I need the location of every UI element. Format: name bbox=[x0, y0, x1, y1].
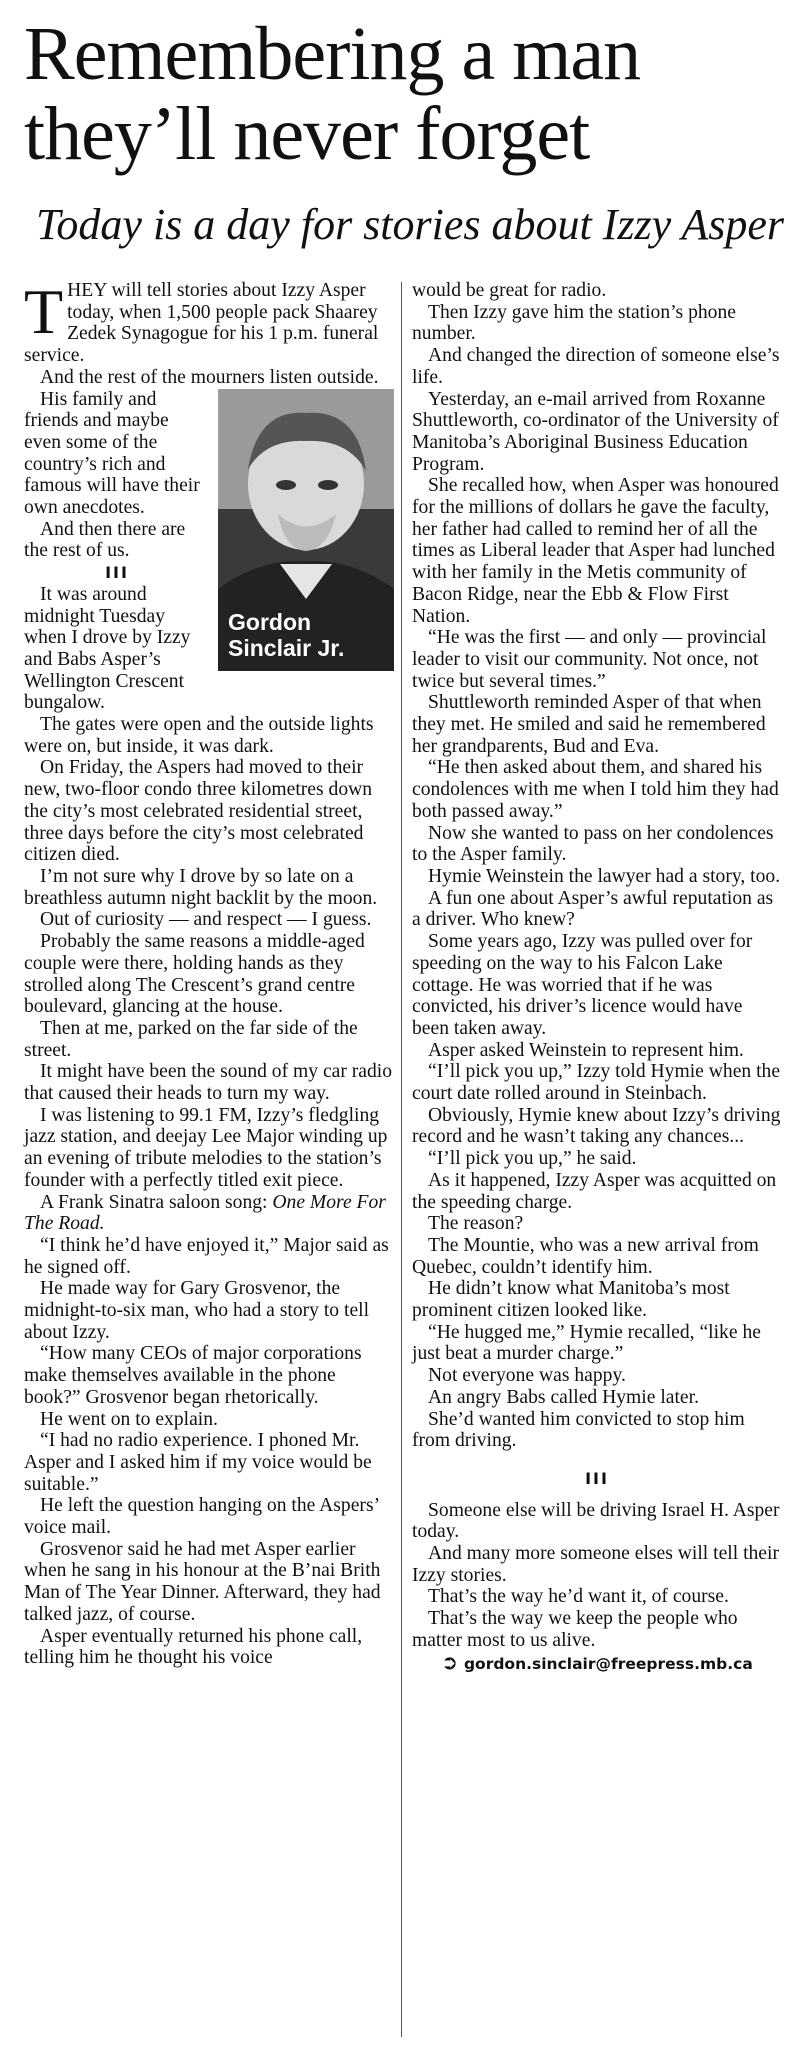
lead-paragraph bbox=[24, 276, 394, 367]
body-paragraph: As it happened, Izzy Asper was acquitted on the speeding charge. bbox=[412, 1169, 777, 1213]
body-paragraph: An angry Babs called Hymie later. bbox=[428, 1386, 699, 1408]
body-paragraph: Shuttleworth reminded Asper of that when they met. He smiled and said he remembered her grandparents, Bud and Eva. bbox=[412, 692, 766, 757]
body-paragraph: “He was the first — and only — provincial leader to visit our community. Not once, not twice but several times.” bbox=[412, 627, 767, 692]
byline-last: Sinclair Jr. bbox=[228, 634, 345, 661]
email-line bbox=[412, 1649, 782, 1676]
dropcap: T bbox=[24, 276, 64, 347]
email-address[interactable]: gordon.sinclair@freepress.mb.ca bbox=[463, 1654, 753, 1673]
body-paragraph: On Friday, the Aspers had moved to their new, two-floor condo three kilometres down the city’s most celebrated residential street, three days before the city’s most celebrated citizen died. bbox=[24, 757, 373, 866]
body-paragraph: Not everyone was happy. bbox=[428, 1365, 626, 1387]
body-paragraph: Now she wanted to pass on her condolences to the Asper family. bbox=[412, 822, 774, 866]
body-paragraph: His family and friends and maybe even some of the country’s rich and famous will have their own anecdotes. bbox=[24, 388, 200, 519]
body-paragraph: And many more someone elses will tell their Izzy stories. bbox=[412, 1543, 779, 1586]
body-paragraph: The Mountie, who was a new arrival from Quebec, couldn’t identify him. bbox=[412, 1234, 759, 1278]
body-paragraph: He didn’t know what Manitoba’s most prominent citizen looked like. bbox=[412, 1278, 730, 1322]
body-paragraph: Then at me, parked on the far side of the street. bbox=[24, 1017, 358, 1061]
body-paragraph: Probably the same reasons a middle-aged couple were there, holding hands as they strolled along The Crescent’s grand centre boulevard, glancing at the house. bbox=[24, 931, 365, 1018]
body-paragraph: Then Izzy gave him the station’s phone number. bbox=[412, 301, 736, 345]
song-paragraph bbox=[24, 1192, 394, 1235]
body-paragraph: Obviously, Hymie knew about Izzy’s driving record and he wasn’t taking any chances... bbox=[412, 1104, 781, 1148]
deck-subtitle: Today is a day for stories about Izzy Asper bbox=[36, 200, 785, 249]
body-paragraph: A fun one about Asper’s awful reputation as a driver. Who knew? bbox=[412, 887, 774, 931]
song-title: One More For The Road. bbox=[24, 1191, 386, 1235]
body-paragraph: “I’ll pick you up,” he said. bbox=[428, 1148, 637, 1170]
body-paragraph: “He then asked about them, and shared his condolences with me when I told him they had both passed away.” bbox=[412, 757, 779, 822]
body-paragraph: She’d wanted him convicted to stop him from driving. bbox=[412, 1408, 745, 1452]
byline bbox=[228, 609, 344, 661]
lead-text: HEY will tell stories about Izzy Asper today, when 1,500 people pack Shaarey Zedek Synagogue for his 1 p.m. funeral service. bbox=[24, 280, 379, 367]
song-intro: A Frank Sinatra saloon song: bbox=[40, 1191, 273, 1213]
body-paragraph: That’s the way he’d want it, of course. bbox=[428, 1586, 729, 1608]
email-arrow-icon: ➲ bbox=[441, 1649, 458, 1674]
right-column bbox=[412, 280, 782, 1675]
body-paragraph: The reason? bbox=[428, 1213, 524, 1235]
body-paragraph: “I think he’d have enjoyed it,” Major said as he signed off. bbox=[24, 1234, 389, 1278]
body-paragraph: “I had no radio experience. I phoned Mr. Asper and I asked him if my voice would be suitable.” bbox=[24, 1430, 372, 1495]
body-paragraph: She recalled how, when Asper was honoured for the millions of dollars he gave the faculty, her father had called to remind her of all the times as Liberal leader that Asper had lunched with her family in the Metis community of Bacon Ridge, near the Ebb & Flow First Nation. bbox=[412, 475, 779, 627]
body-paragraph: Some years ago, Izzy was pulled over for speeding on the way to his Falcon Lake cottage. He was worried that if he was convicted, his driver’s licence would have been taken away. bbox=[412, 931, 753, 1039]
body-paragraph: Asper eventually returned his phone call, telling him he thought his voice bbox=[24, 1625, 363, 1669]
body-paragraph: “How many CEOs of major corporations make themselves available in the phone book?” Grosvenor began rhetorically. bbox=[24, 1343, 362, 1408]
body-paragraph: I was listening to 99.1 FM, Izzy’s fledgling jazz station, and deejay Lee Major winding up an evening of tribute melodies to the station’s founder with a perfectly titled exit piece. bbox=[24, 1104, 388, 1191]
body-paragraph: Someone else will be driving Israel H. Asper today. bbox=[412, 1499, 780, 1543]
columnist-photo bbox=[218, 389, 394, 671]
body-paragraph: “He hugged me,” Hymie recalled, “like he just beat a murder charge.” bbox=[412, 1321, 761, 1365]
body-paragraph: And the rest of the mourners listen outside. bbox=[40, 366, 379, 388]
body-paragraph: And then there are the rest of us. bbox=[24, 518, 186, 562]
body-paragraph: Grosvenor said he had met Asper earlier when he sang in his honour at the B’nai Brith Man of The Year Dinner. Afterward, they had talked jazz, of course. bbox=[24, 1538, 381, 1625]
body-paragraph: That’s the way we keep the people who matter most to us alive. bbox=[412, 1608, 738, 1651]
body-paragraph: He left the question hanging on the Aspers’ voice mail. bbox=[24, 1495, 379, 1539]
headline: Remembering a man they’ll never forget bbox=[24, 12, 641, 176]
body-paragraph: would be great for radio. bbox=[412, 280, 607, 301]
body-paragraph: Hymie Weinstein the lawyer had a story, too. bbox=[428, 865, 781, 887]
body-paragraph: Yesterday, an e-mail arrived from Roxanne Shuttleworth, co-ordinator of the University of Manitoba’s Aboriginal Business Education Program. bbox=[412, 388, 779, 475]
body-paragraph: Out of curiosity — and respect — I guess. bbox=[40, 909, 372, 931]
body-paragraph: It might have been the sound of my car radio that caused their heads to turn my way. bbox=[24, 1061, 393, 1105]
byline-first: Gordon bbox=[228, 608, 312, 635]
section-separator: III bbox=[585, 1468, 609, 1488]
body-paragraph: I’m not sure why I drove by so late on a breathless autumn night backlit by the moon. bbox=[24, 865, 378, 909]
section-separator: III bbox=[105, 563, 129, 583]
body-paragraph: The gates were open and the outside lights were on, but inside, it was dark. bbox=[24, 714, 374, 757]
body-paragraph: It was around midnight Tuesday when I drove by Izzy and Babs Asper’s Wellington Crescent bungalow. bbox=[24, 583, 191, 714]
body-paragraph: Asper asked Weinstein to represent him. bbox=[428, 1039, 744, 1061]
column-rule bbox=[401, 282, 402, 2037]
body-paragraph: “I’ll pick you up,” Izzy told Hymie when the court date rolled around in Steinbach. bbox=[412, 1061, 781, 1105]
body-paragraph: He went on to explain. bbox=[40, 1408, 218, 1430]
body-paragraph: And changed the direction of someone else’s life. bbox=[412, 345, 780, 388]
left-column bbox=[24, 276, 394, 1669]
body-paragraph: He made way for Gary Grosvenor, the midnight-to-six man, who had a story to tell about Izzy. bbox=[24, 1278, 370, 1343]
